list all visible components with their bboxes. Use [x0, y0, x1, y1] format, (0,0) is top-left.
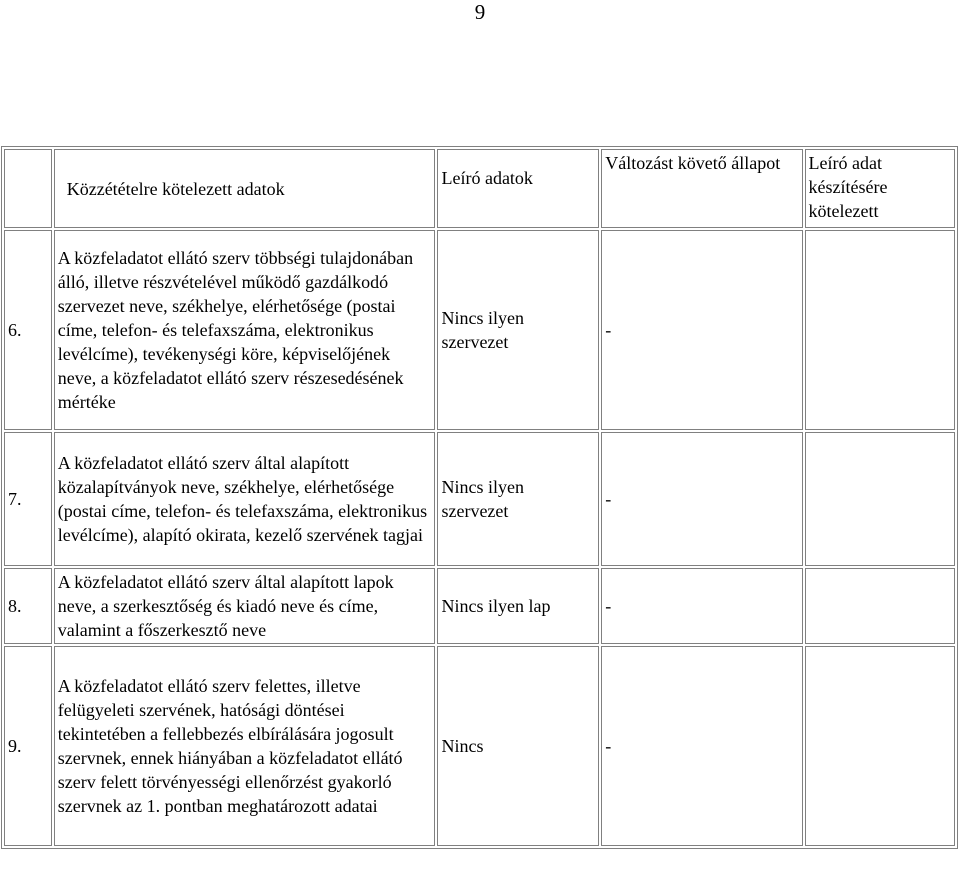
row-description: A közfeladatot ellátó szerv által alapított lapok neve, a szerkesztőség és kiadó neve és címe, valamint a főszerkesztő neve	[54, 568, 436, 644]
row-number: 8.	[4, 568, 52, 644]
row-meta: Nincs	[437, 646, 599, 846]
row-required	[805, 646, 955, 846]
header-meta: Leíró adatok	[437, 149, 599, 228]
row-number: 9.	[4, 646, 52, 846]
row-meta: Nincs ilyen lap	[437, 568, 599, 644]
row-state: -	[601, 432, 802, 566]
row-required	[805, 230, 955, 430]
header-desc: Közzétételre kötelezett adatok	[54, 149, 436, 228]
row-number: 7.	[4, 432, 52, 566]
row-meta: Nincs ilyen szervezet	[437, 230, 599, 430]
row-description: A közfeladatot ellátó szerv többségi tulajdonában álló, illetve részvételével működő gazdálkodó szervezet neve, székhelye, elérhetősége (postai címe, telefon- és telefaxszáma, elektronikus levélcíme), tevékenységi köre, képviselőjének neve, a közfeladatot ellátó szerv részesedésének mértéke	[54, 230, 436, 430]
header-state: Változást követő állapot	[601, 149, 802, 228]
row-required	[805, 432, 955, 566]
table-header-row	[4, 149, 955, 228]
row-description: A közfeladatot ellátó szerv felettes, illetve felügyeleti szervének, hatósági döntései tekintetében a fellebbezés elbírálására jogosult szervnek, ennek hiányában a közfeladatot ellátó szerv felett törvényességi ellenőrzést gyakorló szervnek az 1. pontban meghatározott adatai	[54, 646, 436, 846]
table-row	[4, 432, 955, 566]
header-num	[4, 149, 52, 228]
row-meta: Nincs ilyen szervezet	[437, 432, 599, 566]
header-req: Leíró adat készítésére kötelezett	[805, 149, 955, 228]
row-state: -	[601, 230, 802, 430]
row-description: A közfeladatot ellátó szerv által alapított közalapítványok neve, székhelye, elérhetősége (postai címe, telefon- és telefaxszáma, elektronikus levélcíme), alapító okirata, kezelő szervének tagjai	[54, 432, 436, 566]
disclosure-table	[1, 146, 958, 849]
row-required	[805, 568, 955, 644]
table-row	[4, 646, 955, 846]
row-number: 6.	[4, 230, 52, 430]
row-state: -	[601, 568, 802, 644]
page-number: 9	[474, 0, 486, 24]
table-row	[4, 568, 955, 644]
table-row	[4, 230, 955, 430]
row-state: -	[601, 646, 802, 846]
